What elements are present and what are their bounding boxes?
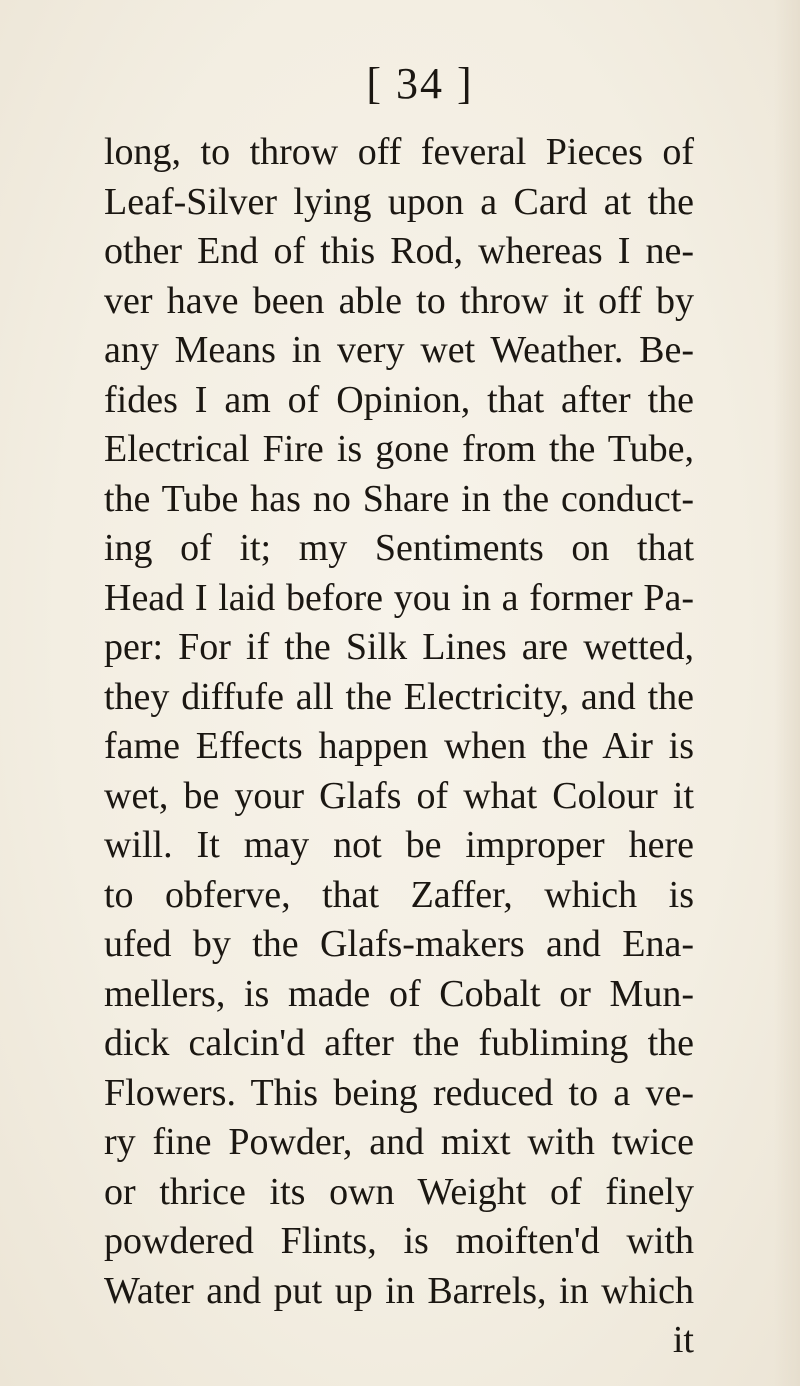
text-line: long, to throw off feveral Pieces of bbox=[104, 131, 694, 173]
text-line: Electrical Fire is gone from the Tube, bbox=[104, 428, 694, 470]
text-line: they diffufe all the Electricity, and the bbox=[104, 675, 694, 718]
page-number: [ 34 ] bbox=[366, 59, 474, 108]
text-line: ry fine Powder, and mixt with twice bbox=[104, 1121, 694, 1163]
text-line: wet, be your Glafs of what Colour it bbox=[104, 774, 694, 817]
body-text bbox=[104, 128, 694, 1366]
text-line: ver have been able to throw it off by bbox=[104, 279, 694, 322]
text-line: will. It may not be improper here bbox=[104, 824, 694, 866]
text-line: mellers, is made of Cobalt or Mun- bbox=[104, 972, 694, 1015]
text-line: dick calcin'd after the fubliming the bbox=[104, 1022, 694, 1064]
page-edge-shadow bbox=[774, 0, 800, 1386]
text-line: powdered Flints, is moiften'd with bbox=[104, 1220, 694, 1262]
text-line: the Tube has no Share in the conduct- bbox=[104, 477, 694, 520]
text-line: to obferve, that Zaffer, which is bbox=[104, 873, 694, 916]
text-line: Leaf-Silver lying upon a Card at the bbox=[104, 180, 694, 223]
text-line: ufed by the Glafs-makers and Ena- bbox=[104, 923, 694, 965]
text-line: Flowers. This being reduced to a ve- bbox=[104, 1071, 694, 1114]
text-line: ing of it; my Sentiments on that bbox=[104, 527, 694, 569]
text-line: Water and put up in Barrels, in which bbox=[104, 1269, 694, 1312]
text-line: fides I am of Opinion, that after the bbox=[104, 378, 694, 421]
text-line: any Means in very wet Weather. Be- bbox=[104, 329, 694, 371]
catchword: it bbox=[672, 1319, 694, 1361]
text-line: Head I laid before you in a former Pa- bbox=[104, 576, 694, 619]
text-line: other End of this Rod, whereas I ne- bbox=[104, 230, 694, 272]
text-line: fame Effects happen when the Air is bbox=[104, 725, 694, 767]
text-line: or thrice its own Weight of finely bbox=[104, 1170, 694, 1213]
text-line: per: For if the Silk Lines are wetted, bbox=[104, 626, 694, 668]
